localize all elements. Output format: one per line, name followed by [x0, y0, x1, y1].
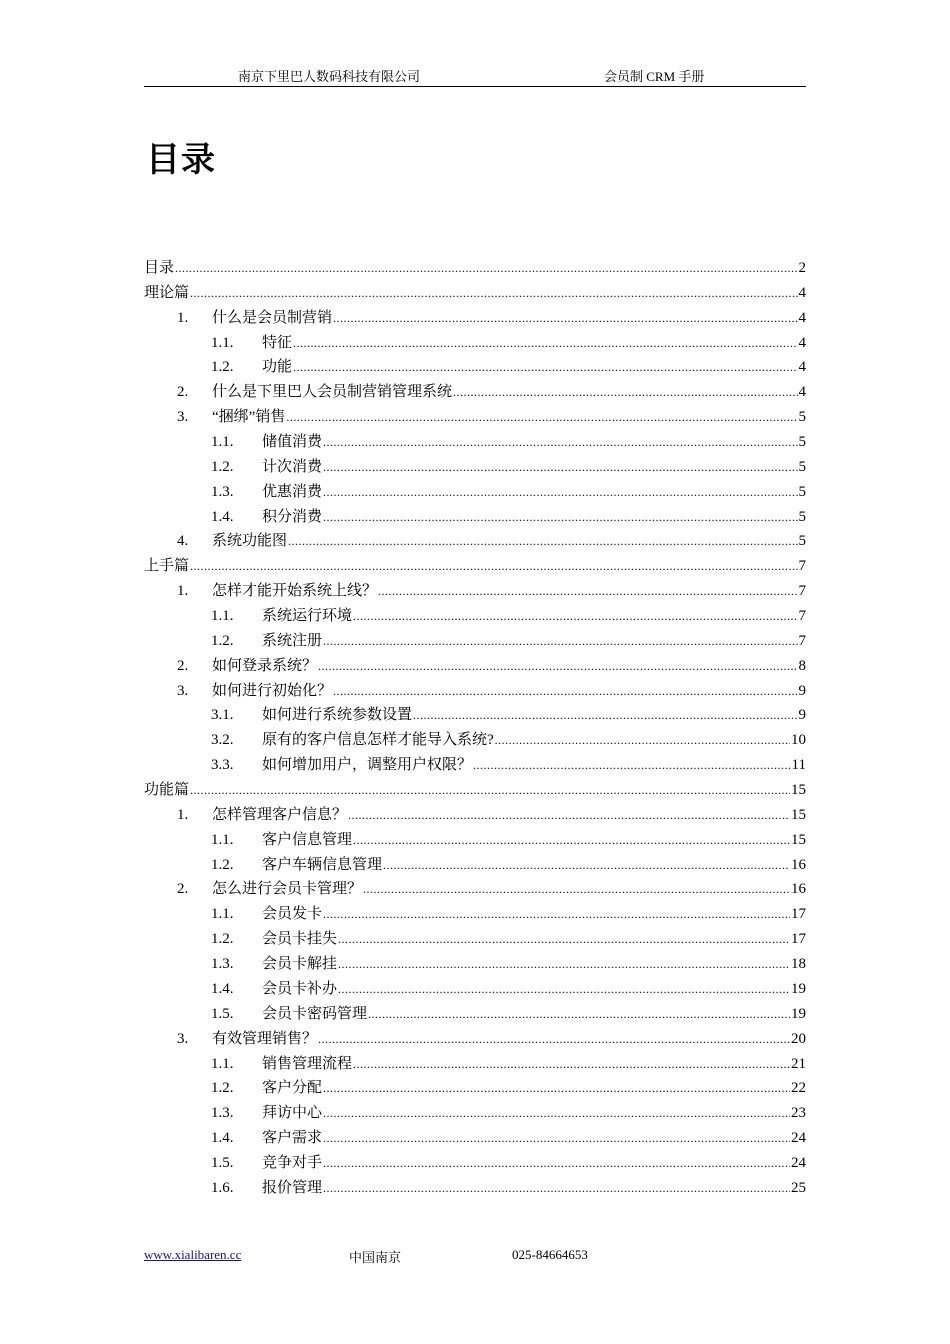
- toc-entry-label: 功能: [262, 359, 293, 376]
- toc-entry-page: 7: [798, 558, 806, 575]
- toc-entry-label: 会员卡解挂: [262, 956, 338, 973]
- toc-entry-number: 1.1.: [211, 906, 234, 923]
- toc-dot-leader: [333, 679, 797, 703]
- toc-entry-page: 19: [791, 1005, 806, 1022]
- toc-entry-label: 怎么进行会员卡管理？: [212, 881, 363, 898]
- toc-entry[interactable]: [144, 728, 806, 753]
- toc-entry[interactable]: [144, 405, 806, 430]
- toc-dot-leader: [323, 1101, 790, 1125]
- toc-entry-link[interactable]: [262, 952, 806, 976]
- toc-entry-number: 3.: [177, 682, 189, 699]
- toc-entry-link[interactable]: [144, 778, 806, 802]
- toc-entry-number: 3.1.: [211, 707, 234, 724]
- toc-entry-page: 15: [791, 782, 806, 799]
- toc-entry-number: 1.2.: [211, 1080, 234, 1097]
- toc-entry-link[interactable]: [212, 803, 806, 827]
- toc-dot-leader: [378, 579, 797, 603]
- toc-entry-link[interactable]: [144, 281, 806, 305]
- footer-website-link[interactable]: www.xialibaren.cc: [144, 1247, 242, 1262]
- toc-dot-leader: [175, 256, 797, 280]
- toc-entry[interactable]: [144, 604, 806, 629]
- toc-entry[interactable]: [144, 877, 806, 902]
- toc-entry[interactable]: [144, 828, 806, 853]
- toc-dot-leader: [353, 604, 797, 628]
- toc-entry-link[interactable]: [262, 703, 806, 727]
- toc-entry-page: 17: [791, 931, 806, 948]
- toc-entry[interactable]: [144, 679, 806, 704]
- toc-entry[interactable]: [144, 480, 806, 505]
- toc-entry-number: 1.6.: [211, 1179, 234, 1196]
- toc-entry-label: 系统功能图: [212, 533, 288, 550]
- toc-dot-leader: [293, 331, 797, 355]
- toc-entry-number: 1.5.: [211, 1005, 234, 1022]
- toc-entry-page: 5: [798, 434, 806, 451]
- toc-entry[interactable]: [144, 1151, 806, 1176]
- toc-entry-number: 1.2.: [211, 931, 234, 948]
- toc-entry-link[interactable]: [262, 1076, 806, 1100]
- toc-entry-page: 18: [791, 956, 806, 973]
- toc-entry-label: 拜访中心: [262, 1105, 323, 1122]
- toc-dot-leader: [333, 306, 797, 330]
- toc-entry-page: 9: [798, 682, 806, 699]
- toc-entry-number: 1.: [177, 309, 189, 326]
- toc-entry-label: 报价管理: [262, 1179, 323, 1196]
- toc-entry-number: 1.1.: [211, 1055, 234, 1072]
- toc-entry[interactable]: [144, 306, 806, 331]
- toc-entry-label: 优惠消费: [262, 483, 323, 500]
- toc-entry-number: 1.4.: [211, 1130, 234, 1147]
- toc-dot-leader: [323, 430, 797, 454]
- toc-dot-leader: [473, 753, 791, 777]
- toc-dot-leader: [363, 877, 790, 901]
- toc-dot-leader: [293, 355, 797, 379]
- toc-entry-label: 如何进行初始化？: [212, 682, 333, 699]
- toc-entry-number: 1.: [177, 806, 189, 823]
- toc-entry-link[interactable]: [262, 1151, 806, 1175]
- toc-entry[interactable]: [144, 902, 806, 927]
- toc-entry-link[interactable]: [262, 1126, 806, 1150]
- toc-entry-label: 什么是会员制营销: [212, 309, 333, 326]
- toc-entry-link[interactable]: [212, 679, 806, 703]
- toc-entry-label: 会员卡补办: [262, 980, 338, 997]
- toc-entry-link[interactable]: [262, 728, 806, 752]
- toc-entry-link[interactable]: [262, 480, 806, 504]
- toc-entry-label: 客户信息管理: [262, 831, 353, 848]
- toc-dot-leader: [453, 380, 797, 404]
- toc-dot-leader: [323, 1151, 790, 1175]
- toc-entry-link[interactable]: [262, 1002, 806, 1026]
- toc-dot-leader: [495, 728, 790, 752]
- toc-dot-leader: [348, 803, 790, 827]
- toc-entry-page: 17: [791, 906, 806, 923]
- toc-entry-link[interactable]: [212, 405, 806, 429]
- toc-entry-number: 1.2.: [211, 856, 234, 873]
- toc-entry-number: 2.: [177, 881, 189, 898]
- toc-entry-link[interactable]: [262, 505, 806, 529]
- toc-dot-leader: [323, 505, 797, 529]
- toc-dot-leader: [323, 1176, 790, 1200]
- toc-entry-number: 1.3.: [211, 1105, 234, 1122]
- toc-entry-number: 1.3.: [211, 483, 234, 500]
- toc-entry[interactable]: [144, 430, 806, 455]
- toc-entry[interactable]: [144, 952, 806, 977]
- toc-entry-link[interactable]: [262, 355, 806, 379]
- toc-entry[interactable]: [144, 256, 806, 281]
- toc-entry-page: 4: [798, 384, 806, 401]
- toc-entry-label: 原有的客户信息怎样才能导入系统?: [262, 732, 494, 749]
- toc-entry[interactable]: [144, 331, 806, 356]
- toc-dot-leader: [190, 778, 790, 802]
- toc-entry[interactable]: [144, 281, 806, 306]
- toc-entry-label: 什么是下里巴人会员制营销管理系统: [212, 384, 453, 401]
- toc-dot-leader: [323, 1126, 790, 1150]
- toc-entry-number: 1.1.: [211, 608, 234, 625]
- toc-dot-leader: [383, 853, 790, 877]
- toc-entry-page: 10: [791, 732, 806, 749]
- toc-entry[interactable]: [144, 1101, 806, 1126]
- toc-entry-page: 7: [798, 632, 806, 649]
- toc-entry-number: 1.1.: [211, 831, 234, 848]
- toc-entry-label: 会员卡挂失: [262, 931, 338, 948]
- toc-entry-link[interactable]: [262, 1101, 806, 1125]
- toc-entry-page: 16: [791, 856, 806, 873]
- toc-entry-page: 7: [798, 583, 806, 600]
- toc-entry-link[interactable]: [144, 554, 806, 578]
- toc-dot-leader: [286, 405, 797, 429]
- toc-entry[interactable]: [144, 529, 806, 554]
- toc-dot-leader: [323, 480, 797, 504]
- toc-entry-number: 3.2.: [211, 732, 234, 749]
- toc-dot-leader: [323, 455, 797, 479]
- toc-entry[interactable]: [144, 355, 806, 380]
- toc-entry-page: 15: [791, 831, 806, 848]
- toc-entry-number: 1.5.: [211, 1154, 234, 1171]
- toc-entry-link[interactable]: [262, 977, 806, 1001]
- toc-entry-link[interactable]: [262, 430, 806, 454]
- toc-entry-label: 储值消费: [262, 434, 323, 451]
- toc-entry-page: 23: [791, 1105, 806, 1122]
- toc-entry-link[interactable]: [144, 256, 806, 280]
- toc-entry-link[interactable]: [212, 654, 806, 678]
- toc-entry-page: 16: [791, 881, 806, 898]
- toc-dot-leader: [318, 654, 797, 678]
- toc-dot-leader: [368, 1002, 790, 1026]
- toc-entry-label: 上手篇: [144, 558, 190, 575]
- toc-entry-label: 有效管理销售？: [212, 1030, 318, 1047]
- toc-entry-page: 5: [798, 483, 806, 500]
- toc-dot-leader: [413, 703, 797, 727]
- toc-entry-page: 4: [798, 309, 806, 326]
- toc-entry-link[interactable]: [262, 853, 806, 877]
- toc-dot-leader: [338, 927, 790, 951]
- toc-entry-page: 20: [791, 1030, 806, 1047]
- toc-entry[interactable]: [144, 579, 806, 604]
- toc-entry-number: 1.2.: [211, 632, 234, 649]
- toc-entry[interactable]: [144, 753, 806, 778]
- toc-entry[interactable]: [144, 977, 806, 1002]
- toc-entry-link[interactable]: [262, 629, 806, 653]
- toc-entry-number: 1.2.: [211, 359, 234, 376]
- toc-entry[interactable]: [144, 1027, 806, 1052]
- toc-entry-number: 1.: [177, 583, 189, 600]
- toc-entry[interactable]: [144, 1126, 806, 1151]
- toc-entry-page: 5: [798, 508, 806, 525]
- toc-entry-link[interactable]: [262, 927, 806, 951]
- toc-entry-page: 25: [791, 1179, 806, 1196]
- toc-entry-page: 4: [798, 284, 806, 301]
- toc-entry[interactable]: [144, 1052, 806, 1077]
- toc-entry[interactable]: [144, 380, 806, 405]
- toc-entry-number: 1.1.: [211, 434, 234, 451]
- toc-entry[interactable]: [144, 778, 806, 803]
- toc-entry-number: 1.4.: [211, 508, 234, 525]
- toc-dot-leader: [353, 828, 790, 852]
- toc-entry-link[interactable]: [212, 380, 806, 404]
- toc-entry-number: 3.3.: [211, 757, 234, 774]
- toc-entry-link[interactable]: [262, 828, 806, 852]
- toc-entry-label: 系统运行环境: [262, 608, 353, 625]
- toc-dot-leader: [318, 1027, 790, 1051]
- toc-entry-number: 2.: [177, 657, 189, 674]
- toc-entry-number: 1.2.: [211, 458, 234, 475]
- toc-dot-leader: [323, 1076, 790, 1100]
- toc-dot-leader: [190, 281, 797, 305]
- toc-entry[interactable]: [144, 505, 806, 530]
- toc-entry[interactable]: [144, 803, 806, 828]
- page-title: 目录: [146, 140, 216, 180]
- footer-city: 中国南京: [349, 1250, 402, 1265]
- toc-entry-page: 9: [798, 707, 806, 724]
- toc-entry-label: 功能篇: [144, 782, 190, 799]
- toc-entry-page: 11: [791, 757, 806, 774]
- toc-entry-label: 怎样才能开始系统上线？: [212, 583, 378, 600]
- toc-entry-number: 1.3.: [211, 956, 234, 973]
- toc-entry-label: 如何进行系统参数设置: [262, 707, 413, 724]
- toc-dot-leader: [338, 952, 790, 976]
- toc-entry-page: 4: [798, 359, 806, 376]
- page-header: [144, 64, 806, 87]
- toc-entry-label: 如何增加用户，调整用户权限？: [262, 757, 473, 774]
- toc-entry-page: 5: [798, 409, 806, 426]
- toc-entry-link[interactable]: [212, 1027, 806, 1051]
- toc-entry-label: 销售管理流程: [262, 1055, 353, 1072]
- toc-entry-link[interactable]: [262, 902, 806, 926]
- toc-entry[interactable]: [144, 654, 806, 679]
- toc-entry-label: 客户车辆信息管理: [262, 856, 383, 873]
- toc-entry[interactable]: [144, 703, 806, 728]
- toc-entry-label: 如何登录系统？: [212, 657, 318, 674]
- toc-dot-leader: [323, 629, 797, 653]
- toc-entry-link[interactable]: [212, 579, 806, 603]
- toc-entry-link[interactable]: [262, 331, 806, 355]
- toc-entry-label: 系统注册: [262, 632, 323, 649]
- toc-entry-link[interactable]: [262, 455, 806, 479]
- toc-entry-number: 3.: [177, 1030, 189, 1047]
- toc-entry[interactable]: [144, 455, 806, 480]
- header-manual-title: 会员制 CRM 手册: [604, 69, 705, 84]
- toc-entry-link[interactable]: [262, 1052, 806, 1076]
- toc-entry-link[interactable]: [212, 877, 806, 901]
- toc-dot-leader: [190, 554, 797, 578]
- toc-entry-link[interactable]: [212, 306, 806, 330]
- toc-entry-label: 特征: [262, 334, 293, 351]
- toc-entry-page: 19: [791, 980, 806, 997]
- toc-entry-label: “捆绑”销售: [212, 409, 286, 426]
- toc-entry-label: 积分消费: [262, 508, 323, 525]
- toc-dot-leader: [353, 1052, 790, 1076]
- toc-entry-label: 客户分配: [262, 1080, 323, 1097]
- toc-dot-leader: [338, 977, 790, 1001]
- toc-dot-leader: [323, 902, 790, 926]
- toc-entry-number: 3.: [177, 409, 189, 426]
- toc-entry-page: 5: [798, 458, 806, 475]
- toc-entry-page: 21: [791, 1055, 806, 1072]
- toc-entry[interactable]: [144, 1176, 806, 1201]
- toc-entry-link[interactable]: [212, 529, 806, 553]
- toc-entry-label: 会员发卡: [262, 906, 323, 923]
- header-company-name: 南京下里巴人数码科技有限公司: [238, 69, 421, 84]
- toc-entry-label: 客户需求: [262, 1130, 323, 1147]
- toc-entry-number: 1.1.: [211, 334, 234, 351]
- toc-entry-label: 会员卡密码管理: [262, 1005, 368, 1022]
- table-of-contents: [144, 256, 806, 1201]
- toc-entry-label: 理论篇: [144, 284, 190, 301]
- toc-entry-link[interactable]: [262, 753, 806, 777]
- toc-entry-page: 24: [791, 1154, 806, 1171]
- toc-entry[interactable]: [144, 1002, 806, 1027]
- toc-entry[interactable]: [144, 927, 806, 952]
- toc-entry[interactable]: [144, 853, 806, 878]
- toc-entry-label: 怎样管理客户信息？: [212, 806, 348, 823]
- toc-entry-page: 15: [791, 806, 806, 823]
- toc-entry-label: 竞争对手: [262, 1154, 323, 1171]
- toc-entry-label: 目录: [144, 260, 175, 276]
- toc-entry-number: 4.: [177, 533, 189, 550]
- toc-entry-page: 8: [798, 657, 806, 674]
- toc-entry-link[interactable]: [262, 604, 806, 628]
- toc-dot-leader: [288, 529, 797, 553]
- footer-phone: 025-84664653: [512, 1247, 588, 1262]
- toc-entry-page: 2: [798, 260, 806, 276]
- toc-entry-page: 22: [791, 1080, 806, 1097]
- toc-entry-page: 24: [791, 1130, 806, 1147]
- toc-entry-page: 4: [798, 334, 806, 351]
- toc-entry-link[interactable]: [262, 1176, 806, 1200]
- toc-entry[interactable]: [144, 629, 806, 654]
- toc-entry-number: 1.4.: [211, 980, 234, 997]
- toc-entry-number: 2.: [177, 384, 189, 401]
- toc-entry[interactable]: [144, 1076, 806, 1101]
- toc-entry[interactable]: [144, 554, 806, 579]
- toc-entry-label: 计次消费: [262, 458, 323, 475]
- toc-entry-page: 5: [798, 533, 806, 550]
- toc-entry-page: 7: [798, 608, 806, 625]
